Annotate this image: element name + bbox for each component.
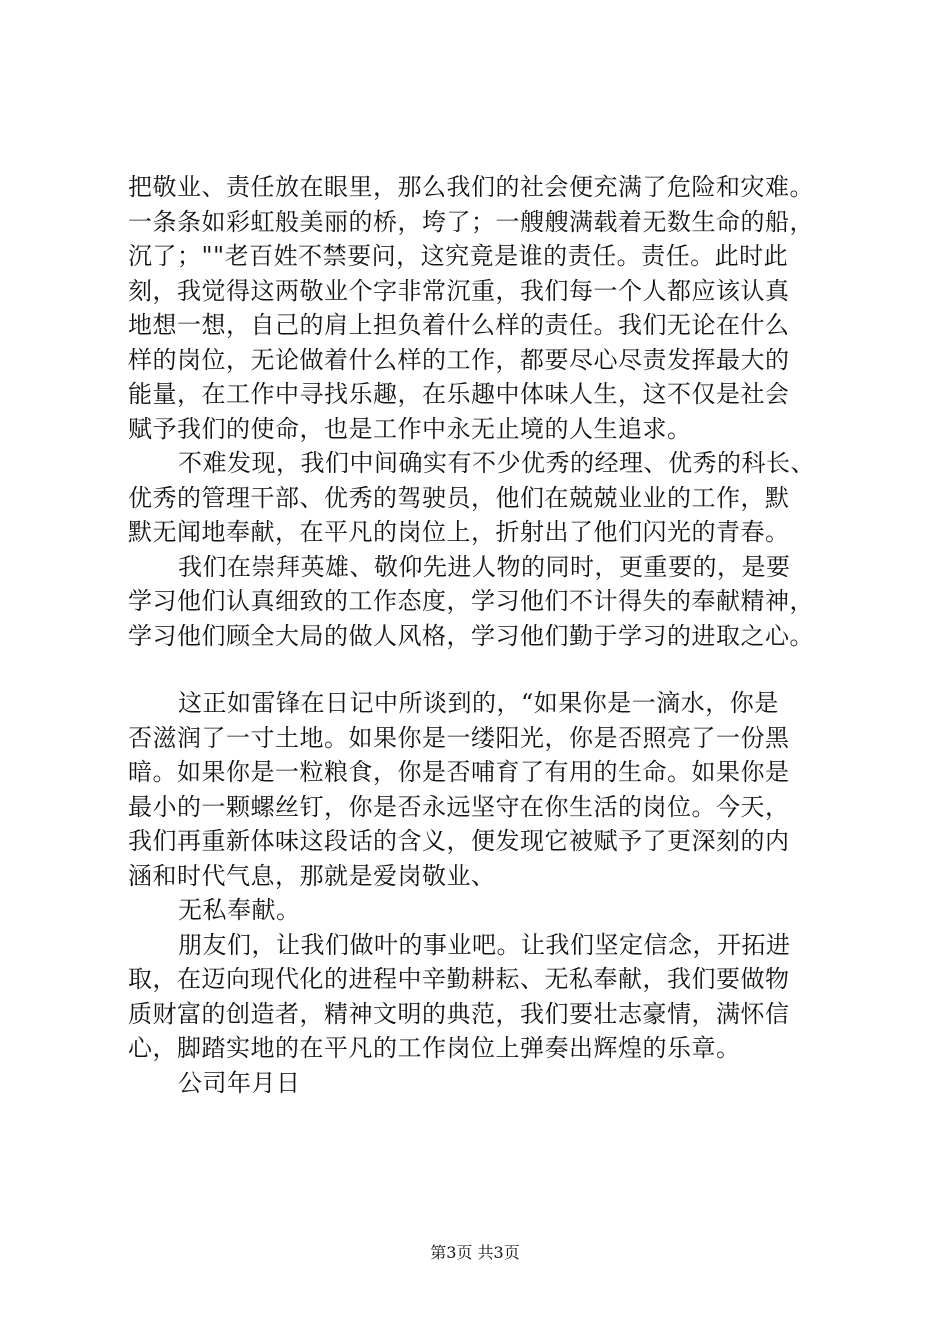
text-line: 学习他们认真细致的工作态度，学习他们不计得失的奉献精神， bbox=[128, 587, 814, 615]
paragraph-gap bbox=[128, 653, 848, 686]
signature-line: 公司年月日 bbox=[178, 1068, 301, 1097]
text-line: 样的岗位，无论做着什么样的工作，都要尽心尽责发挥最大的 bbox=[128, 345, 790, 374]
text-line: 取，在迈向现代化的进程中辛勤耕耘、无私奉献，我们要做物 bbox=[128, 965, 790, 993]
paragraph-start-line: 无私奉献。 bbox=[178, 896, 301, 924]
text-line: 最小的一颗螺丝钉，你是否永远坚守在你生活的岗位。今天， bbox=[128, 792, 790, 821]
text-line: 我们再重新体味这段话的含义，便发现它被赋予了更深刻的内 bbox=[128, 827, 790, 855]
page-number-footer: 第3页 共3页 bbox=[430, 1243, 520, 1262]
text-line: 沉了；""老百姓不禁要问，这究竟是谁的责任。责任。此时此 bbox=[128, 242, 789, 270]
text-line: 把敬业、责任放在眼里，那么我们的社会便充满了危险和灾难。 bbox=[128, 173, 814, 201]
text-line: 刻，我觉得这两敬业个字非常沉重，我们每一个人都应该认真 bbox=[128, 276, 790, 305]
text-line: 否滋润了一寸土地。如果你是一缕阳光，你是否照亮了一份黑 bbox=[128, 723, 790, 752]
text-line: 地想一想，自己的肩上担负着什么样的责任。我们无论在什么 bbox=[128, 311, 790, 339]
text-line: 赋予我们的使命，也是工作中永无止境的人生追求。 bbox=[128, 414, 692, 443]
text-line: 一条条如彩虹般美丽的桥，垮了；一艘艘满载着无数生命的船， bbox=[128, 207, 814, 236]
document-body bbox=[128, 170, 848, 1100]
text-line: 优秀的管理干部、优秀的驾驶员，他们在兢兢业业的工作，默 bbox=[128, 483, 790, 512]
paragraph-start-line: 朋友们，让我们做叶的事业吧。让我们坚定信念，开拓进 bbox=[178, 930, 791, 959]
text-line: 学习他们顾全大局的做人风格，学习他们勤于学习的进取之心。 bbox=[128, 621, 814, 650]
text-line: 质财富的创造者，精神文明的典范，我们要壮志豪情，满怀信 bbox=[128, 999, 790, 1028]
paragraph-start-line: 这正如雷锋在日记中所谈到的，“如果你是一滴水，你是 bbox=[178, 689, 779, 717]
text-line: 心，脚踏实地的在平凡的工作岗位上弹奏出辉煌的乐章。 bbox=[128, 1034, 741, 1062]
text-line: 默无闻地奉献，在平凡的岗位上，折射出了他们闪光的青春。 bbox=[128, 518, 790, 546]
text-line: 涵和时代气息，那就是爱岗敬业、 bbox=[128, 861, 496, 890]
paragraph-start-line: 我们在崇拜英雄、敬仰先进人物的同时，更重要的，是要 bbox=[178, 552, 791, 581]
text-line: 能量，在工作中寻找乐趣，在乐趣中体味人生，这不仅是社会 bbox=[128, 380, 790, 408]
paragraph-start-line: 不难发现，我们中间确实有不少优秀的经理、优秀的科长、 bbox=[178, 449, 815, 477]
text-line: 暗。如果你是一粒粮食，你是否哺育了有用的生命。如果你是 bbox=[128, 758, 790, 786]
